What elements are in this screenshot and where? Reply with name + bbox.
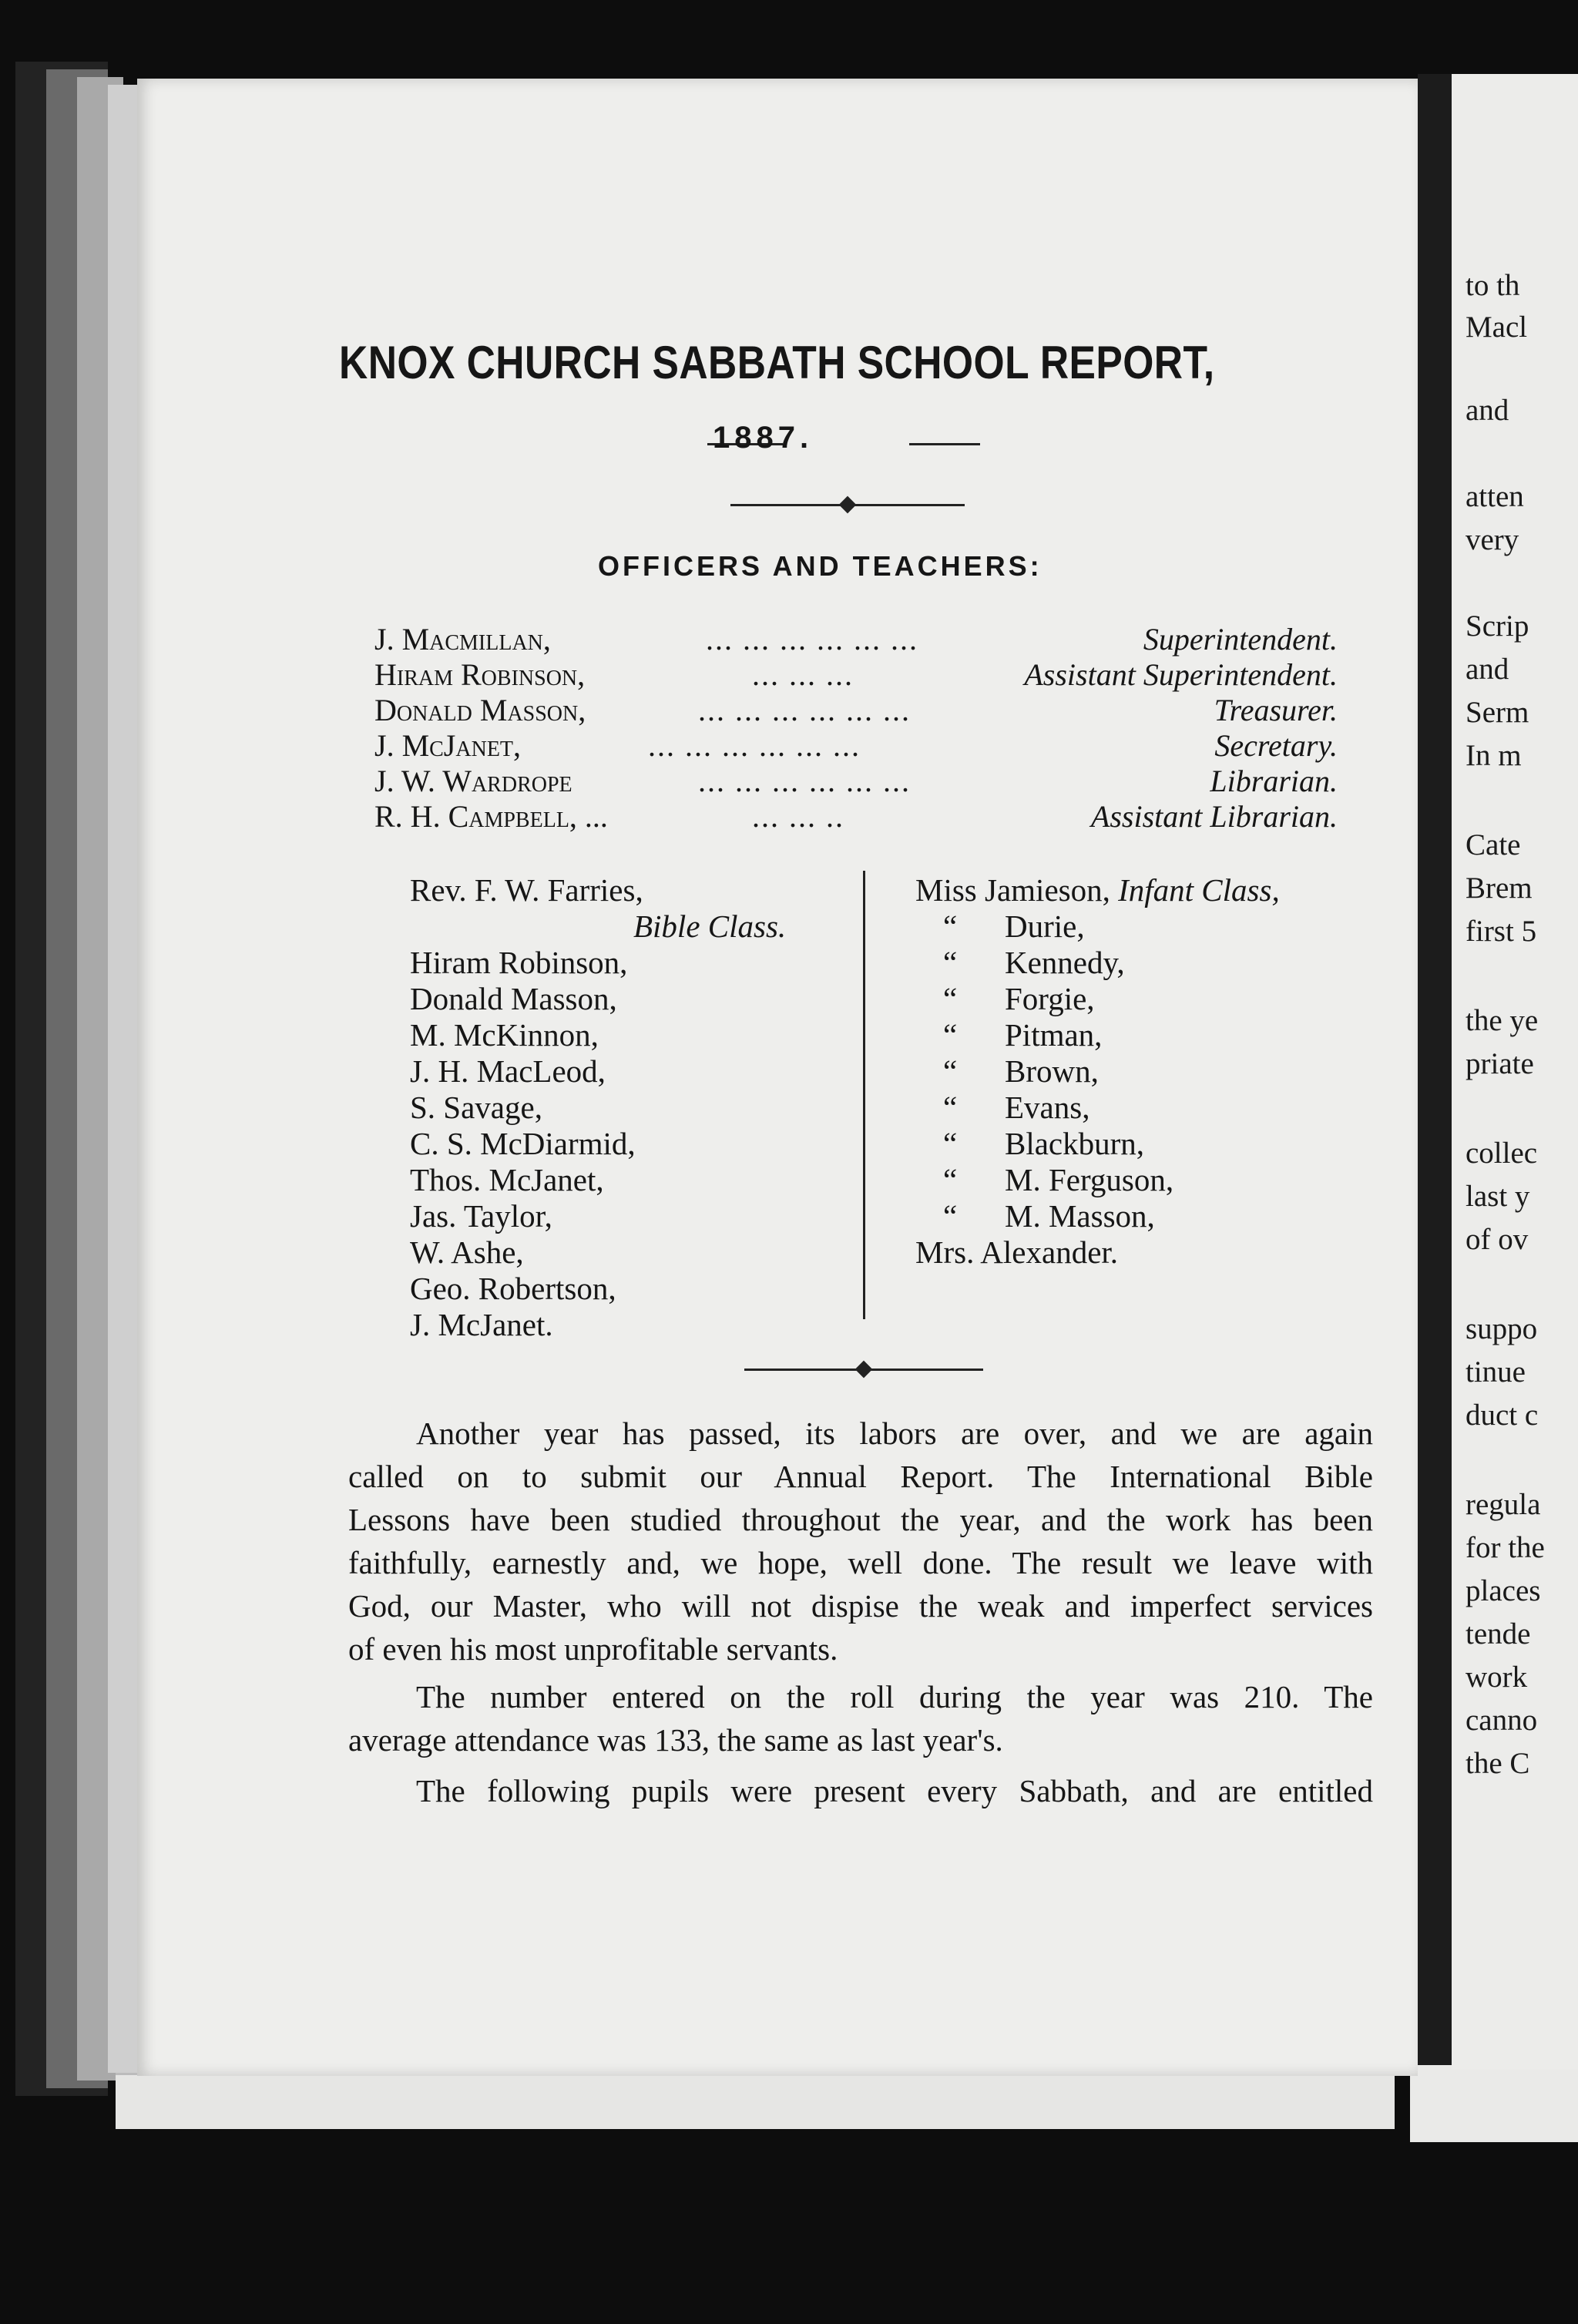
ditto-mark: “	[943, 1162, 958, 1197]
facing-page-line: tende	[1466, 1617, 1531, 1651]
paragraph-line: of even his most unprofitable servants.	[348, 1631, 838, 1667]
ditto-mark: “	[943, 1053, 958, 1089]
facing-page-line: the ye	[1466, 1004, 1539, 1037]
page-edge-bottom	[116, 2073, 1395, 2129]
teacher-name: M. Masson,	[1005, 1198, 1155, 1234]
teacher-name: Thos. McJanet,	[410, 1162, 604, 1197]
teacher-row	[915, 1198, 1280, 1234]
ditto-mark: “	[943, 1017, 958, 1053]
facing-page-line: Cate	[1466, 828, 1521, 861]
ditto-mark: “	[943, 1198, 958, 1234]
teacher-name: Pitman,	[1005, 1017, 1103, 1053]
officer-row	[374, 763, 1338, 798]
officer-role: Treasurer.	[1214, 693, 1338, 727]
teacher-name: W. Ashe,	[410, 1234, 524, 1270]
officer-role: Assistant Librarian.	[1090, 799, 1338, 834]
teacher-row	[915, 945, 1280, 981]
report-year: 1887.	[713, 421, 814, 455]
officer-row	[374, 621, 1338, 657]
facing-page-line: first 5	[1466, 915, 1537, 948]
facing-page-line: last y	[1466, 1180, 1530, 1213]
teacher-name: Geo. Robertson,	[410, 1271, 616, 1306]
teacher-name: Evans,	[1005, 1090, 1090, 1125]
facing-page-line: work	[1466, 1661, 1528, 1694]
officer-row	[374, 798, 1338, 834]
teacher-row	[915, 908, 1280, 945]
title-prefix: Miss	[915, 872, 977, 908]
teacher-row	[915, 981, 1280, 1017]
teacher-name: Donald Masson,	[410, 981, 617, 1016]
teacher-name: Blackburn,	[1005, 1126, 1145, 1161]
class-label: Infant Class,	[1118, 872, 1280, 908]
teacher-name: Kennedy,	[1005, 945, 1125, 980]
right-page-edge	[1410, 2065, 1578, 2142]
teacher-name: Jas. Taylor,	[410, 1198, 552, 1234]
teacher-row	[915, 1162, 1280, 1198]
ornamental-rule	[730, 504, 965, 506]
leader-dots: ... ... ... ... ... ...	[706, 622, 918, 657]
officer-row	[374, 692, 1338, 727]
officer-name: Donald Masson,	[374, 693, 586, 727]
teacher-name: M. McKinnon,	[410, 1017, 599, 1053]
facing-page-line: canno	[1466, 1704, 1538, 1737]
paragraph-line: average attendance was 133, the same as last year's.	[348, 1722, 1003, 1758]
teacher-name: J. McJanet.	[410, 1307, 553, 1342]
teacher-name: Brown,	[1005, 1053, 1099, 1089]
officer-role: Superintendent.	[1143, 622, 1338, 657]
paragraph-line: faithfully, earnestly and, we hope, well done. The result we leave with	[348, 1545, 1373, 1580]
officer-role: Librarian.	[1210, 764, 1338, 798]
facing-page-line: for the	[1466, 1531, 1545, 1564]
facing-page	[1452, 74, 1578, 2070]
facing-page-line: of ov	[1466, 1223, 1529, 1256]
teacher-row	[915, 1090, 1280, 1126]
facing-page-line: Brem	[1466, 872, 1533, 905]
facing-page-line: collec	[1466, 1137, 1538, 1170]
report-title: KNOX CHURCH SABBATH SCHOOL REPORT,	[339, 337, 1215, 388]
ditto-mark: “	[943, 1126, 958, 1161]
facing-page-line: very	[1466, 523, 1519, 556]
column-divider	[863, 871, 865, 1319]
facing-page-line: duct c	[1466, 1399, 1539, 1432]
ditto-mark: “	[943, 1090, 958, 1125]
teacher-name: M. Ferguson,	[1005, 1162, 1174, 1197]
class-label: Bible Class.	[633, 908, 787, 944]
paragraph-line: The following pupils were present every Sabbath, and are entitled	[416, 1773, 1373, 1808]
report-paragraph	[348, 1412, 1373, 1671]
teacher-name: Mrs. Alexander.	[915, 1234, 1119, 1270]
officer-name: R. H. Campbell, ...	[374, 799, 608, 834]
officer-role: Assistant Superintendent.	[1024, 657, 1338, 692]
facing-page-line: In m	[1466, 739, 1522, 772]
teachers-right-column	[915, 872, 1280, 1271]
leader-dots: ... ... ... ... ... ...	[698, 693, 911, 727]
facing-page-line: and	[1466, 394, 1509, 427]
teacher-row	[915, 1017, 1280, 1053]
teachers-left-column	[410, 872, 786, 1343]
book-gutter	[1418, 74, 1452, 2077]
facing-page-line: tinue	[1466, 1355, 1526, 1389]
leader-dots: ... ... ...	[752, 657, 854, 692]
paragraph-line: God, our Master, who will not dispise the weak and imperfect services	[348, 1588, 1373, 1624]
officer-row	[374, 657, 1338, 692]
facing-page-line: Macl	[1466, 311, 1528, 344]
facing-page-line: regula	[1466, 1488, 1541, 1521]
teacher-name: S. Savage,	[410, 1090, 542, 1125]
leader-dots: ... ... ... ... ... ...	[648, 728, 861, 763]
facing-page-line: and	[1466, 653, 1509, 686]
leader-dots: ... ... ... ... ... ...	[698, 764, 911, 798]
teacher-row	[915, 1126, 1280, 1162]
leader-dots: ... ... ..	[752, 799, 844, 834]
teacher-row	[915, 872, 1280, 908]
officers-heading: OFFICERS AND TEACHERS:	[598, 550, 1042, 582]
paragraph-line: The number entered on the roll during the year was 210. The	[416, 1679, 1373, 1714]
ditto-mark: “	[943, 945, 958, 980]
paragraph-line: Another year has passed, its labors are over, and we are again	[416, 1416, 1373, 1451]
officer-name: Hiram Robinson,	[374, 657, 586, 692]
paragraph-line: called on to submit our Annual Report. The International Bible	[348, 1459, 1373, 1494]
ditto-mark: “	[943, 981, 958, 1016]
facing-page-line: places	[1466, 1574, 1541, 1607]
officer-role: Secretary.	[1214, 728, 1338, 763]
facing-page-line: atten	[1466, 480, 1524, 513]
facing-page-line: Serm	[1466, 696, 1529, 729]
officer-row	[374, 727, 1338, 763]
ornamental-rule	[744, 1369, 983, 1371]
teacher-name: Rev. F. W. Farries,	[410, 872, 643, 908]
teacher-name: Forgie,	[1005, 981, 1095, 1016]
facing-page-line: the C	[1466, 1747, 1530, 1780]
report-paragraph	[348, 1675, 1373, 1761]
facing-page-line: to th	[1466, 269, 1520, 302]
officer-name: J. Macmillan,	[374, 622, 551, 657]
teacher-name: J. H. MacLeod,	[410, 1053, 606, 1089]
officer-name: J. W. Wardrope	[374, 764, 572, 798]
book-edge	[108, 85, 139, 2073]
facing-page-line: priate	[1466, 1047, 1534, 1080]
facing-page-line: suppo	[1466, 1312, 1538, 1345]
teacher-name: Hiram Robinson,	[410, 945, 628, 980]
paragraph-line: Lessons have been studied throughout the year, and the work has been	[348, 1502, 1373, 1537]
teacher-name: Jamieson,	[985, 872, 1110, 908]
teacher-name: Durie,	[1005, 908, 1085, 944]
teacher-row	[915, 1053, 1280, 1090]
facing-page-line: Scrip	[1466, 610, 1529, 643]
officer-name: J. McJanet,	[374, 728, 522, 763]
teacher-name: C. S. McDiarmid,	[410, 1126, 636, 1161]
year-rule	[909, 443, 980, 445]
report-paragraph	[348, 1769, 1373, 1812]
ditto-mark: “	[943, 908, 958, 944]
